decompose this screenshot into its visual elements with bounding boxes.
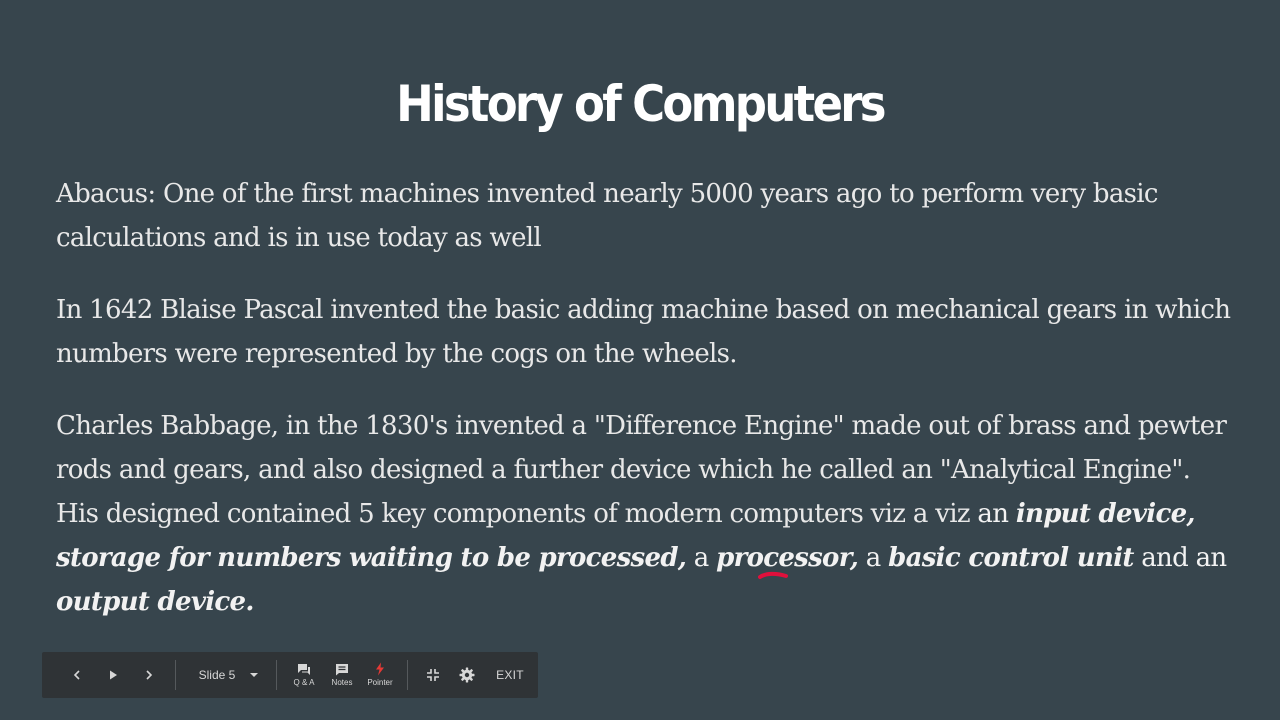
caret-down-icon (249, 672, 259, 678)
pointer-icon (373, 662, 387, 676)
paragraph-babbage (56, 404, 1236, 624)
previous-slide-button[interactable] (59, 657, 95, 693)
component-control-unit: basic control unit (888, 543, 1134, 573)
babbage-an: an (977, 499, 1016, 529)
play-button[interactable] (95, 657, 131, 693)
babbage-intro: Charles Babbage, in the 1830's invented a "Difference Engine" made out of brass and pewter rods and gears, and also designed a further device which he called an "Analytical Engine". His designed contained 5 key components of modern computers viz a viz (56, 411, 1227, 529)
slide-body (56, 172, 1236, 624)
exit-button[interactable] (490, 658, 530, 692)
gear-icon (459, 667, 475, 683)
exit-label: EXIT (496, 668, 524, 682)
notes-label: Notes (331, 677, 353, 687)
qa-label: Q & A (293, 677, 315, 687)
pen-annotation-mark (758, 564, 788, 582)
notes-button[interactable] (323, 655, 361, 695)
settings-button[interactable] (450, 658, 484, 692)
paragraph-abacus: Abacus: One of the first machines invented nearly 5000 years ago to perform very basic calculations and is in use today as well (56, 179, 1158, 253)
qa-button[interactable] (285, 655, 323, 695)
pointer-label: Pointer (367, 678, 393, 687)
presenter-toolbar (42, 652, 538, 698)
component-output-device: output device. (56, 587, 254, 617)
chevron-right-icon (143, 669, 155, 681)
slide-select-dropdown[interactable] (184, 658, 268, 692)
notes-icon (335, 663, 349, 676)
babbage-a-1: a (686, 543, 717, 573)
slide-select-label: Slide 5 (198, 668, 236, 682)
toolbar-divider (175, 660, 176, 690)
toolbar-divider (407, 660, 408, 690)
component-processor: processor, (716, 543, 859, 573)
pointer-button[interactable] (361, 655, 399, 695)
babbage-and-an: and an (1133, 543, 1227, 573)
component-input-storage: input device, storage for numbers waiting to be processed, (56, 499, 1195, 573)
exit-fullscreen-button[interactable] (416, 658, 450, 692)
babbage-a-2: a (858, 543, 889, 573)
toolbar-divider (276, 660, 277, 690)
chevron-left-icon (71, 669, 83, 681)
next-slide-button[interactable] (131, 657, 167, 693)
play-icon (107, 669, 119, 681)
paragraph-pascal: In 1642 Blaise Pascal invented the basic adding machine based on mechanical gears in which numbers were represented by the cogs on the wheels. (56, 295, 1231, 369)
slide-title: History of Computers (396, 75, 884, 133)
exit-fullscreen-icon (426, 668, 440, 682)
qa-icon (297, 663, 311, 676)
